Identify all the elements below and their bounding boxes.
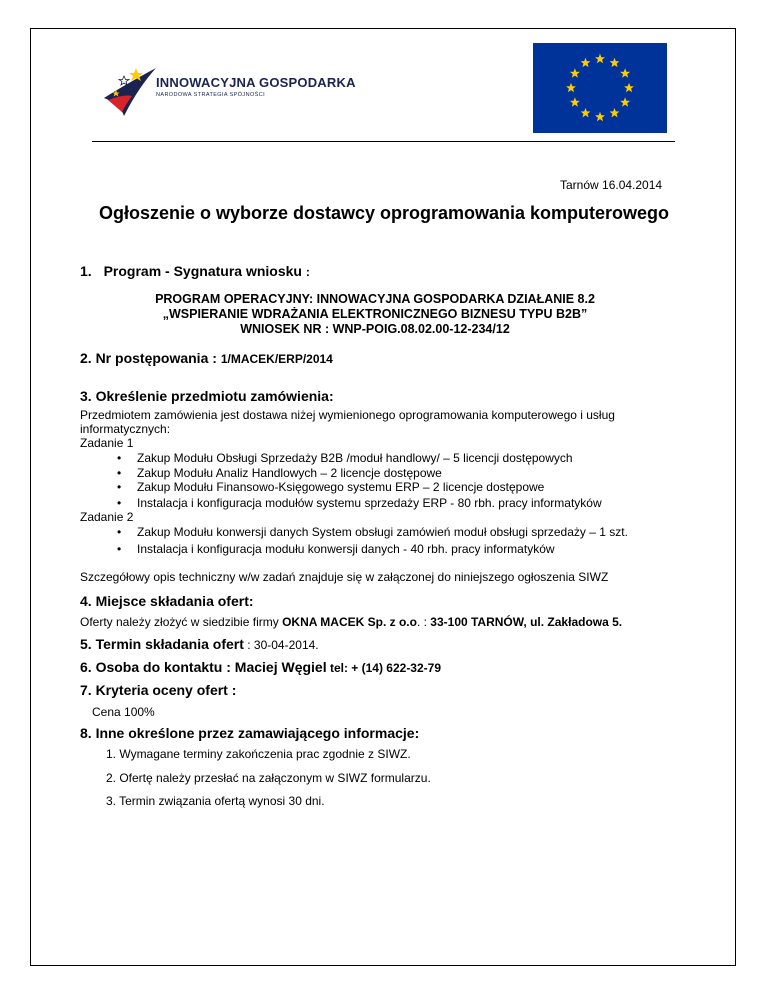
logo-title: INNOWACYJNA GOSPODARKA: [156, 75, 356, 90]
eu-flag: [533, 43, 667, 133]
task-2-label: Zadanie 2: [80, 510, 134, 524]
header-divider: [92, 141, 675, 142]
section-7-heading: 7. Kryteria oceny ofert :: [80, 682, 237, 698]
logo-subtitle: NARODOWA STRATEGIA SPÓJNOŚCI: [156, 92, 265, 98]
eu-star-icon: [610, 58, 620, 67]
eu-star-icon: [620, 97, 630, 106]
program-signature-block: [140, 292, 610, 337]
technical-details-note: Szczegółowy opis techniczny w/w zadań znajduje się w załączonej do niniejszego ogłoszenia SIWZ: [80, 570, 609, 584]
case-number: 1/MACEK/ERP/2014: [220, 352, 333, 366]
list-item: 1. Wymagane terminy zakończenia prac zgodnie z SIWZ.: [106, 747, 411, 761]
section-1-label: Program - Sygnatura wniosku: [103, 263, 302, 279]
order-subject-intro-2: informatycznych:: [80, 422, 171, 436]
innowacyjna-gospodarka-logo: [92, 44, 357, 128]
task-1-label: Zadanie 1: [80, 436, 134, 450]
company-address: 33-100 TARNÓW, ul. Zakładowa 5.: [430, 615, 623, 629]
submission-place: Oferty należy złożyć w siedzibie firmy OKNA MACEK Sp. z o.o. : 33-100 TARNÓW, ul. Zakładowa 5.: [80, 615, 623, 629]
list-item: 3. Termin związania ofertą wynosi 30 dni.: [106, 794, 325, 808]
section-6-heading: [80, 659, 441, 675]
evaluation-criteria: Cena 100%: [92, 705, 155, 719]
eu-star-icon: [595, 112, 605, 121]
eu-star-icon: [581, 108, 591, 117]
document-title: Ogłoszenie o wyborze dostawcy oprogramowania komputerowego: [98, 203, 670, 223]
section-3-heading: 3. Określenie przedmiotu zamówienia:: [80, 388, 334, 404]
section-8-heading: 8. Inne określone przez zamawiającego informacje:: [80, 725, 420, 741]
contact-phone: tel: + (14) 622-32-79: [326, 661, 442, 675]
submission-deadline: : 30-04-2014.: [243, 638, 319, 652]
document-date: Tarnów 16.04.2014: [560, 178, 663, 192]
eu-star-icon: [570, 97, 580, 106]
section-2-heading: [80, 350, 333, 366]
contact-person: 6. Osoba do kontaktu : Maciej Węgiel: [80, 659, 327, 675]
section-4-heading: 4. Miejsce składania ofert:: [80, 593, 254, 609]
section-5-label: 5. Termin składania ofert: [80, 636, 244, 652]
section-1-heading: [80, 263, 310, 279]
eu-star-icon: [610, 108, 620, 117]
section-1-number: 1.: [80, 263, 92, 279]
eu-star-icon: [581, 58, 591, 67]
section-2-label: 2. Nr postępowania :: [80, 350, 217, 366]
program-line-3: WNIOSEK NR : WNP-POIG.08.02.00-12-234/12: [240, 322, 510, 336]
eu-star-icon: [570, 68, 580, 77]
eu-stars-icon: [533, 43, 667, 133]
section-5-heading: [80, 636, 319, 652]
program-line-1: PROGRAM OPERACYJNY: INNOWACYJNA GOSPODARKA DZIAŁANIE 8.2: [155, 292, 595, 306]
program-line-2: „WSPIERANIE WDRAŻANIA ELEKTRONICZNEGO BIZNESU TYPU B2B”: [162, 307, 588, 321]
eu-star-icon: [595, 54, 605, 63]
eu-star-icon: [620, 68, 630, 77]
company-name: OKNA MACEK Sp. z o.o: [282, 615, 417, 629]
order-subject-intro-1: Przedmiotem zamówienia jest dostawa niżej wymienionego oprogramowania komputerowego i usług: [80, 408, 615, 422]
list-item: 2. Ofertę należy przesłać na załączonym w SIWZ formularzu.: [106, 771, 431, 785]
eu-star-icon: [624, 83, 634, 92]
eu-star-icon: [566, 83, 576, 92]
section-1-suffix: :: [305, 265, 310, 279]
